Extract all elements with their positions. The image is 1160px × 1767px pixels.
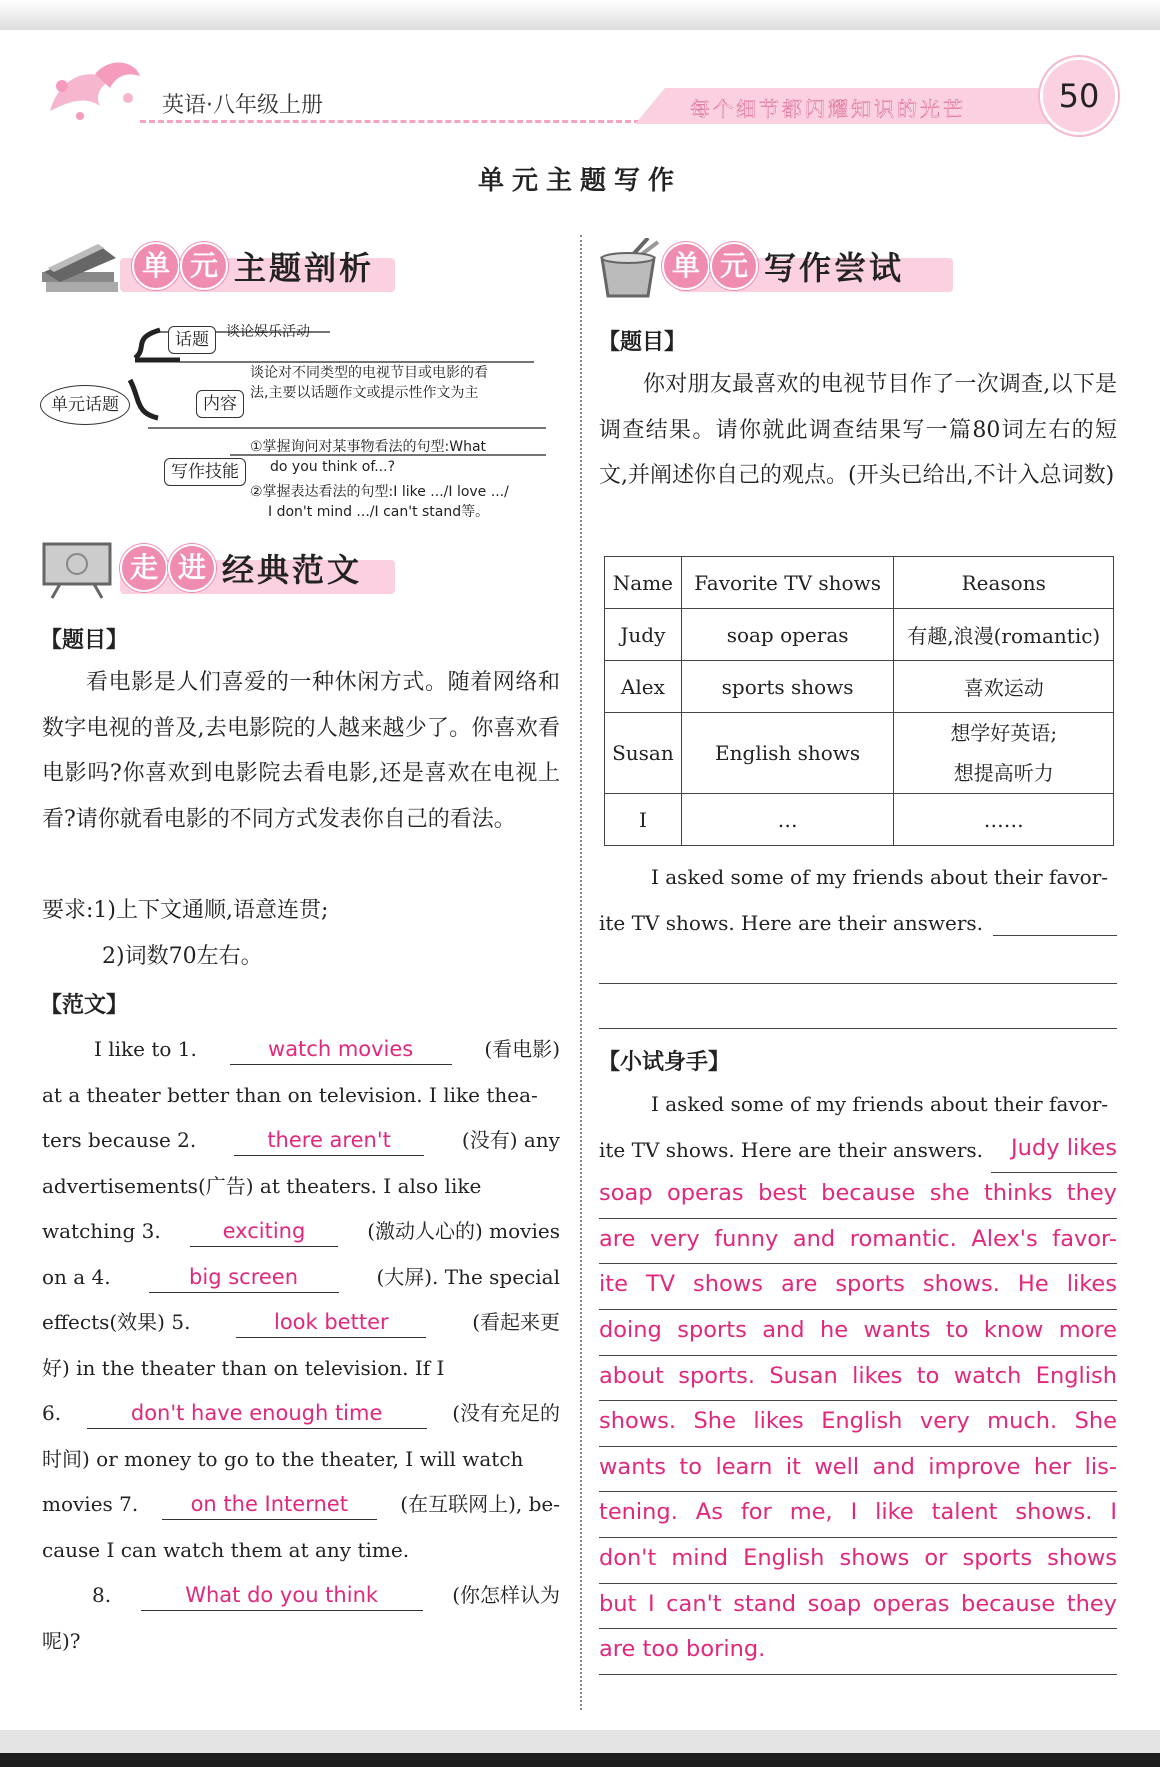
answer-text: ite TV shows are sports shows. He likes	[599, 1264, 1117, 1310]
section-header-model	[40, 540, 400, 600]
answer-text: are very funny and romantic. Alex's favor-	[599, 1219, 1117, 1265]
opening-line	[599, 901, 1117, 947]
answer-text: don't mind English shows or sports shows	[599, 1538, 1117, 1584]
answer-text: about sports. Susan likes to watch English	[599, 1356, 1117, 1402]
sample-line	[42, 1528, 560, 1574]
text-segment: on a 4.	[42, 1265, 111, 1289]
section-header-try	[598, 238, 958, 298]
books-icon	[40, 238, 125, 298]
practice-label: 【小试身手】	[598, 1050, 731, 1075]
sample-line	[42, 1073, 560, 1119]
table-cell: 有趣,浪漫(romantic)	[894, 609, 1114, 661]
table-cell: sports shows	[681, 661, 894, 713]
answer-line	[599, 1538, 1117, 1584]
sample-line	[42, 1482, 560, 1528]
writing-line	[993, 901, 1117, 936]
task-paragraph: 看电影是人们喜爱的一种休闲方式。随着网络和数字电视的普及,去电影院的人越来越少了。你喜欢看电影吗?你喜欢到电影院去看电影,还是喜欢在电视上看?请你就看电影的不同方式发表你自己的看法。	[42, 670, 560, 832]
reason-line: 想学好英语;	[950, 721, 1058, 745]
text-segment: ters because 2.	[42, 1128, 197, 1152]
sample-line	[42, 1573, 560, 1619]
text-segment: (你怎样认为	[452, 1583, 560, 1607]
badge-char: 单	[662, 242, 710, 290]
answer-text: shows. She likes English very much. She	[599, 1401, 1117, 1447]
skill-text: ①掌握询问对某事物看法的句型:What	[250, 439, 487, 455]
answer-text: wants to learn it well and improve her lis-	[599, 1447, 1117, 1493]
text-segment: (看电影)	[484, 1037, 560, 1061]
table-cell: …	[681, 794, 894, 846]
answer-text: soap operas best because she thinks they	[599, 1173, 1117, 1219]
floral-ornament-icon	[40, 56, 145, 126]
task-text	[42, 660, 560, 842]
header-divider	[140, 120, 640, 123]
page-edge	[0, 0, 1160, 30]
answer-line	[599, 1310, 1117, 1356]
text-segment: movies 7.	[42, 1492, 139, 1516]
sample-line	[42, 1437, 560, 1483]
content-text: 谈论对不同类型的电视节目或电影的看	[250, 365, 488, 381]
text-segment: cause I can watch them at any time.	[42, 1538, 410, 1562]
text-segment: advertisements(广告) at theaters. I also like	[42, 1174, 482, 1198]
text-segment: I asked some of my friends about their favor-	[651, 1092, 1109, 1116]
table-row	[605, 609, 1114, 661]
answer-line	[599, 1219, 1117, 1265]
text-segment: effects(效果) 5.	[42, 1310, 191, 1334]
answer-blank-5: look better	[236, 1307, 426, 1338]
answer-text: Judy likes	[991, 1128, 1117, 1174]
text-segment: ite TV shows. Here are their answers.	[599, 910, 984, 935]
sample-line	[42, 1255, 560, 1301]
section-title: 写作尝试	[764, 249, 905, 287]
content-text: 法,主要以话题作文或提示性作文为主	[250, 385, 479, 401]
answer-text: but I can't stand soap operas because they	[599, 1584, 1117, 1630]
answer-blank-6: don't have enough time	[87, 1398, 427, 1429]
sample-line	[42, 1164, 560, 1210]
sample-line	[42, 1209, 560, 1255]
answer-line	[599, 1447, 1117, 1493]
skill-text: do you think of...?	[270, 459, 396, 475]
writing-line	[599, 983, 1117, 984]
text-segment: 呢)?	[42, 1629, 81, 1653]
task-label: 【题目】	[40, 628, 129, 653]
text-segment: (没有) any	[461, 1128, 560, 1152]
requirement-2: 2)词数70左右。	[102, 944, 263, 969]
opening-lines	[599, 855, 1117, 946]
opening-line	[599, 855, 1117, 901]
text-segment: 8.	[92, 1583, 112, 1607]
table-cell: ……	[894, 794, 1114, 846]
badge-char: 走	[120, 544, 168, 592]
badge-char: 进	[168, 544, 216, 592]
viewer-edge	[0, 1753, 1160, 1767]
answer-blank-1: watch movies	[230, 1034, 452, 1065]
answer-line	[599, 1264, 1117, 1310]
task-text	[599, 362, 1117, 499]
text-segment: (在互联网上), be-	[400, 1492, 560, 1516]
answer-text: tening. As for me, I like talent shows. I	[599, 1492, 1117, 1538]
answer-blank-4: big screen	[149, 1262, 339, 1293]
answer-line	[599, 1584, 1117, 1630]
table-cell: 喜欢运动	[894, 661, 1114, 713]
text-segment: (看起来更	[472, 1310, 560, 1334]
table-header-row	[605, 557, 1114, 609]
sample-label: 【范文】	[40, 993, 129, 1018]
text-segment: 好) in the theater than on television. If I	[42, 1356, 445, 1380]
book-title: 英语·八年级上册	[162, 93, 323, 118]
topic-text: 谈论娱乐活动	[226, 324, 310, 340]
table-row	[605, 713, 1114, 794]
table-header: Name	[605, 557, 682, 609]
table-header: Reasons	[894, 557, 1114, 609]
text-segment: ite TV shows. Here are their answers.	[599, 1137, 984, 1162]
motto-text: 每个细节都闪耀知识的光芒	[690, 97, 966, 121]
skill-node: 写作技能	[164, 458, 246, 486]
practice-answer	[599, 1082, 1117, 1675]
mind-map	[40, 318, 560, 523]
table-cell: Judy	[605, 609, 682, 661]
answer-text: are too boring.	[599, 1629, 1117, 1675]
table-cell: Alex	[605, 661, 682, 713]
text-segment: 时间) or money to go to the theater, I will watch	[42, 1447, 524, 1471]
viewer-bottom-bar	[0, 1730, 1160, 1767]
table-cell: soap operas	[681, 609, 894, 661]
answer-line	[599, 1356, 1117, 1402]
column-divider	[580, 235, 582, 1710]
table-row	[605, 661, 1114, 713]
sample-line	[42, 1118, 560, 1164]
answer-line	[599, 1082, 1117, 1128]
sample-line	[42, 1346, 560, 1392]
text-segment: I asked some of my friends about their favor-	[651, 865, 1109, 889]
task-paragraph: 你对朋友最喜欢的电视节目作了一次调查,以下是调查结果。请你就此调查结果写一篇80词左右的短文,并阐述你自己的观点。(开头已给出,不计入总词数)	[599, 372, 1117, 488]
text-segment: watching 3.	[42, 1219, 161, 1243]
answer-text: doing sports and he wants to know more	[599, 1310, 1117, 1356]
sample-line	[42, 1391, 560, 1437]
section-header-analysis	[40, 238, 400, 298]
survey-table	[604, 556, 1114, 846]
section-title: 主题剖析	[234, 249, 375, 287]
answer-line	[599, 1173, 1117, 1219]
writing-line	[599, 1028, 1117, 1029]
table-row	[605, 794, 1114, 846]
sample-line	[42, 1619, 560, 1665]
table-header: Favorite TV shows	[681, 557, 894, 609]
skill-text: ②掌握表达看法的句型:I like .../I love .../	[250, 484, 509, 500]
text-segment: at a theater better than on television. I like thea-	[42, 1083, 538, 1107]
answer-blank-7: on the Internet	[162, 1489, 377, 1520]
answer-line	[599, 1629, 1117, 1675]
badge-char: 单	[132, 242, 180, 290]
text-segment: 6.	[42, 1401, 62, 1425]
page-number: 50	[1040, 57, 1118, 135]
skill-text: I don't mind .../I can't stand等。	[268, 504, 490, 520]
text-segment: (大屏). The special	[376, 1265, 560, 1289]
answer-line	[599, 1128, 1117, 1174]
table-cell: Susan	[605, 713, 682, 794]
text-segment: (激动人心的) movies	[367, 1219, 560, 1243]
table-cell	[894, 713, 1114, 794]
answer-line	[599, 1492, 1117, 1538]
table-cell: English shows	[681, 713, 894, 794]
badge-char: 元	[710, 242, 758, 290]
badge-char: 元	[180, 242, 228, 290]
table-cell: I	[605, 794, 682, 846]
sample-line	[42, 1027, 560, 1073]
reason-line: 想提高听力	[953, 761, 1054, 785]
section-title: 经典范文	[222, 551, 363, 589]
text-segment: I like to 1.	[94, 1037, 197, 1061]
text-segment: (没有充足的	[452, 1401, 560, 1425]
page-title: 单元主题写作	[477, 166, 682, 196]
content-node: 内容	[196, 390, 244, 418]
sample-line	[42, 1300, 560, 1346]
answer-line	[599, 1401, 1117, 1447]
answer-blank-3: exciting	[190, 1216, 338, 1247]
mind-map-root: 单元话题	[40, 385, 130, 425]
presentation-board-icon	[40, 540, 125, 600]
answer-blank-2: there aren't	[234, 1125, 424, 1156]
task-label: 【题目】	[598, 330, 687, 355]
answer-blank-8: What do you think	[141, 1580, 423, 1611]
topic-node: 话题	[168, 326, 216, 354]
requirement-1: 要求:1)上下文通顺,语意连贯;	[42, 898, 329, 923]
